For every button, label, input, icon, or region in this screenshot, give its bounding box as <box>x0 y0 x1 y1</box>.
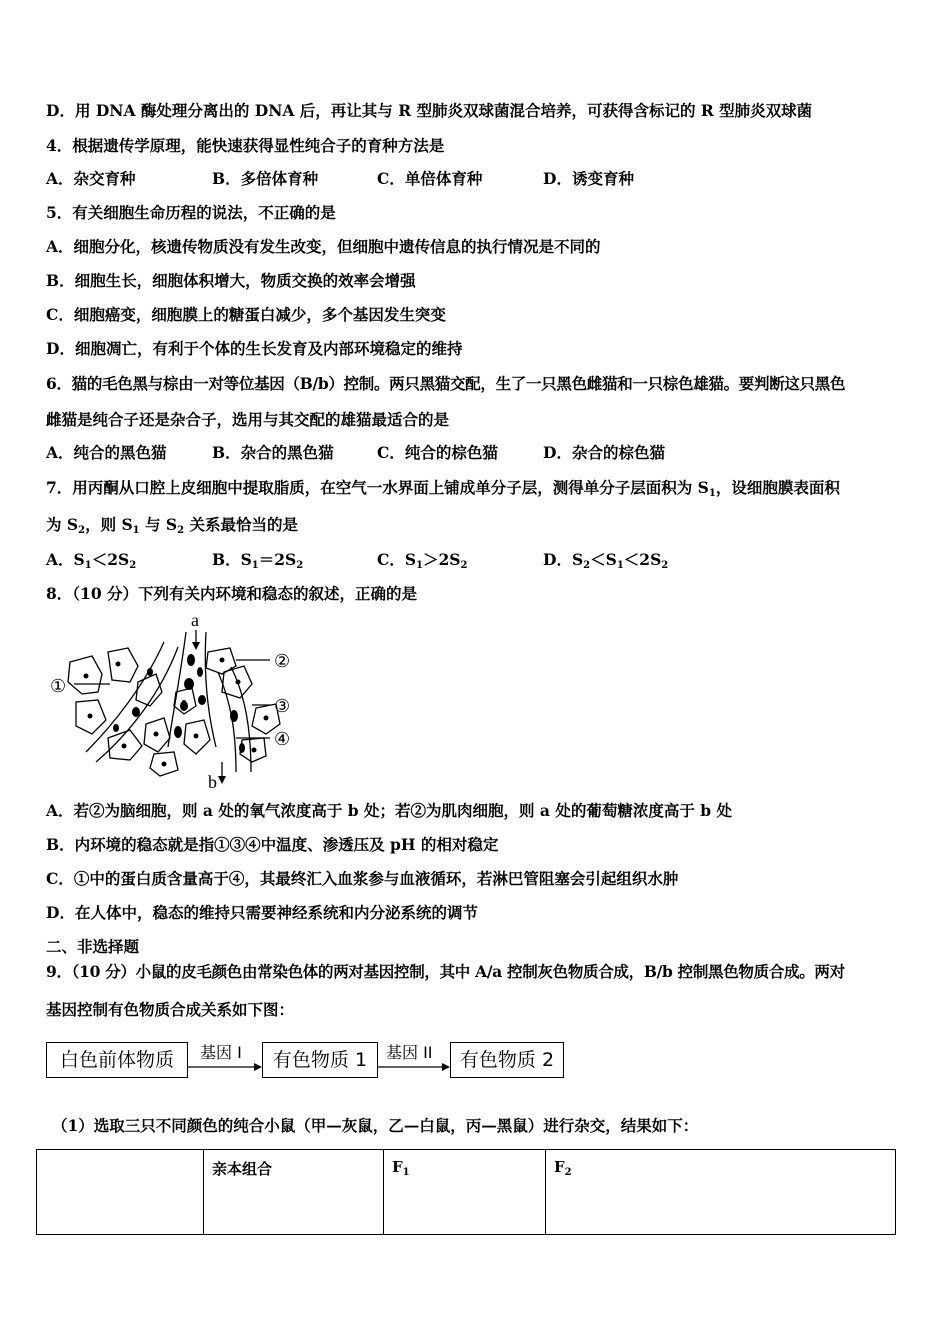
arrow-2 <box>378 1062 450 1072</box>
q6-stem-line2: 雌猫是纯合子还是杂合子，选用与其交配的雄猫最适合的是 <box>46 410 450 429</box>
q3-option-d: D．用 DNA 酶处理分离出的 DNA 后，再让其与 R 型肺炎双球菌混合培养，可获得含标记的 R 型肺炎双球菌 <box>46 101 813 120</box>
q7-option-b: B．$S_1=2S_2$ <box>212 550 304 571</box>
q6-stem-line1: 6．猫的毛色黑与棕由一对等位基因（B/b）控制。两只黑猫交配，生了一只黑色雌猫和一只棕色雄猫。要判断这只黑色 <box>46 374 846 393</box>
q9-sub1: （1）选取三只不同颜色的纯合小鼠（甲—灰鼠，乙—白鼠，丙—黑鼠）进行杂交，结果如下： <box>52 1116 699 1135</box>
table-header-f2: $F_2$ <box>546 1150 896 1235</box>
table-header-parents: 亲本组合 <box>204 1150 384 1235</box>
q4-option-d: D．诱变育种 <box>543 169 634 188</box>
q9-stem-line2: 基因控制有色物质合成关系如下图： <box>46 1000 295 1019</box>
q6-option-b: B．杂合的黑色猫 <box>212 443 334 462</box>
q7-stem-line1: 7．用丙酮从口腔上皮细胞中提取脂质，在空气一水界面上铺成单分子层，测得单分子层面积为 $S_1$，设细胞膜表面积 <box>46 478 840 499</box>
box-colored-2: 有色物质 2 <box>450 1042 564 1078</box>
q4-option-b: B．多倍体育种 <box>212 169 319 188</box>
label-2: ② <box>274 651 291 671</box>
q4-stem: 4．根据遗传学原理，能快速获得显性纯合子的育种方法是 <box>46 136 445 155</box>
q5-option-d: D．细胞凋亡，有利于个体的生长发育及内部环境稳定的维持 <box>46 339 463 358</box>
q7-stem-line2: 为 $S_2$，则 $S_1$ 与 $S_2$ 关系最恰当的是 <box>46 515 298 536</box>
q5-stem: 5．有关细胞生命历程的说法，不正确的是 <box>46 203 336 222</box>
box-colored-1: 有色物质 1 <box>262 1042 378 1078</box>
label-1: ① <box>50 676 67 696</box>
q7-option-c: C．$S_1>2S_2$ <box>377 550 468 571</box>
table-header-f1: $F_1$ <box>384 1150 546 1235</box>
q5-option-b: B．细胞生长，细胞体积增大，物质交换的效率会增强 <box>46 271 416 290</box>
cross-results-table <box>36 1149 896 1235</box>
arrow-1 <box>188 1062 262 1072</box>
q5-option-c: C．细胞癌变，细胞膜上的糖蛋白减少，多个基因发生突变 <box>46 305 446 324</box>
q9-stem-line1: 9．（10 分）小鼠的皮毛颜色由常染色体的两对基因控制，其中 A/a 控制灰色物质合成，B/b 控制黑色物质合成。两对 <box>46 962 845 981</box>
gene-2-label: 基因 II <box>386 1043 433 1062</box>
label-3: ③ <box>274 696 291 716</box>
q5-option-a: A．细胞分化，核遗传物质没有发生改变，但细胞中遗传信息的执行情况是不同的 <box>46 237 601 256</box>
box-white-precursor: 白色前体物质 <box>46 1042 188 1078</box>
table-header-empty <box>37 1150 204 1235</box>
table-row <box>37 1150 896 1235</box>
q8-option-b: B．内环境的稳态就是指①③④中温度、渗透压及 pH 的相对稳定 <box>46 835 499 854</box>
q7-option-d: D．$S_2<S_1<2S_2$ <box>543 550 669 571</box>
pathway-diagram <box>44 1036 574 1086</box>
section-title: 二、非选择题 <box>46 937 140 956</box>
q8-stem: 8．（10 分）下列有关内环境和稳态的叙述，正确的是 <box>46 584 418 603</box>
q4-option-c: C．单倍体育种 <box>377 169 483 188</box>
q8-option-d: D．在人体中，稳态的维持只需要神经系统和内分泌系统的调节 <box>46 903 478 922</box>
tissue-diagram <box>46 612 306 792</box>
q6-option-a: A．纯合的黑色猫 <box>46 443 167 462</box>
label-b: b <box>208 772 217 792</box>
label-4: ④ <box>274 729 291 749</box>
gene-1-label: 基因 I <box>200 1043 242 1062</box>
q6-option-d: D．杂合的棕色猫 <box>543 443 665 462</box>
q8-option-a: A．若②为脑细胞，则 a 处的氧气浓度高于 b 处；若②为肌肉细胞，则 a 处的葡萄糖浓度高于 b 处 <box>46 801 732 820</box>
q8-option-c: C．①中的蛋白质含量高于④，其最终汇入血浆参与血液循环，若淋巴管阻塞会引起组织水肿 <box>46 869 679 888</box>
label-a: a <box>191 612 199 630</box>
q7-option-a: A．$S_1<2S_2$ <box>46 550 137 571</box>
q4-option-a: A．杂交育种 <box>46 169 136 188</box>
q6-option-c: C．纯合的棕色猫 <box>377 443 498 462</box>
